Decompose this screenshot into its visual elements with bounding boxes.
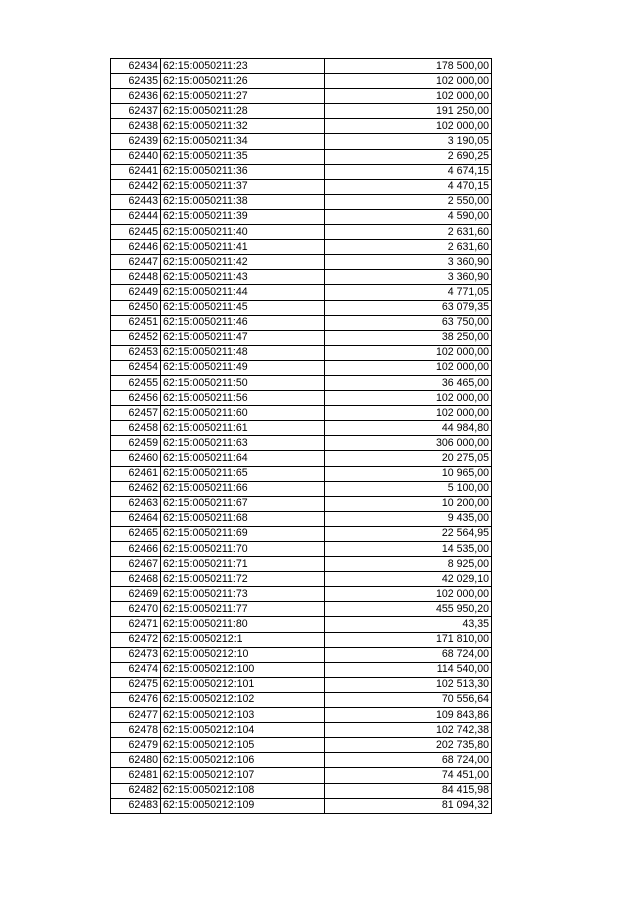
- row-number-cell: 62449: [111, 285, 161, 300]
- table-row: [111, 738, 492, 753]
- row-number-cell: 62472: [111, 632, 161, 647]
- table-row: [111, 708, 492, 723]
- cadastral-value-table: [110, 58, 492, 814]
- table-row: [111, 526, 492, 541]
- cadastral-number-cell: 62:15:0050212:108: [161, 783, 325, 798]
- cadastral-number-cell: 62:15:0050211:80: [161, 617, 325, 632]
- cadastral-value-cell: 9 435,00: [325, 511, 492, 526]
- cadastral-number-cell: 62:15:0050211:77: [161, 602, 325, 617]
- table-row: [111, 164, 492, 179]
- row-number-cell: 62460: [111, 451, 161, 466]
- document-page: [110, 58, 491, 814]
- table-row: [111, 647, 492, 662]
- row-number-cell: 62455: [111, 375, 161, 390]
- row-number-cell: 62474: [111, 662, 161, 677]
- cadastral-number-cell: 62:15:0050211:26: [161, 74, 325, 89]
- cadastral-value-cell: 102 000,00: [325, 391, 492, 406]
- table-row: [111, 768, 492, 783]
- table-row: [111, 496, 492, 511]
- cadastral-number-cell: 62:15:0050211:32: [161, 119, 325, 134]
- table-row: [111, 692, 492, 707]
- row-number-cell: 62465: [111, 526, 161, 541]
- table-row: [111, 255, 492, 270]
- row-number-cell: 62476: [111, 692, 161, 707]
- cadastral-value-cell: 102 000,00: [325, 360, 492, 375]
- cadastral-value-cell: 114 540,00: [325, 662, 492, 677]
- cadastral-number-cell: 62:15:0050211:45: [161, 300, 325, 315]
- cadastral-number-cell: 62:15:0050211:70: [161, 542, 325, 557]
- row-number-cell: 62435: [111, 74, 161, 89]
- row-number-cell: 62434: [111, 59, 161, 74]
- table-row: [111, 375, 492, 390]
- cadastral-value-cell: 109 843,86: [325, 708, 492, 723]
- row-number-cell: 62443: [111, 194, 161, 209]
- table-row: [111, 179, 492, 194]
- cadastral-number-cell: 62:15:0050211:23: [161, 59, 325, 74]
- cadastral-value-cell: 4 674,15: [325, 164, 492, 179]
- cadastral-number-cell: 62:15:0050211:69: [161, 526, 325, 541]
- table-row: [111, 149, 492, 164]
- cadastral-value-cell: 38 250,00: [325, 330, 492, 345]
- table-row: [111, 677, 492, 692]
- table-row: [111, 74, 492, 89]
- row-number-cell: 62445: [111, 225, 161, 240]
- row-number-cell: 62436: [111, 89, 161, 104]
- cadastral-number-cell: 62:15:0050212:109: [161, 798, 325, 813]
- row-number-cell: 62447: [111, 255, 161, 270]
- cadastral-value-cell: 10 965,00: [325, 466, 492, 481]
- cadastral-value-cell: 3 360,90: [325, 255, 492, 270]
- table-row: [111, 602, 492, 617]
- cadastral-value-cell: 102 000,00: [325, 119, 492, 134]
- table-row: [111, 617, 492, 632]
- table-row: [111, 119, 492, 134]
- row-number-cell: 62481: [111, 768, 161, 783]
- table-row: [111, 466, 492, 481]
- row-number-cell: 62464: [111, 511, 161, 526]
- table-row: [111, 194, 492, 209]
- row-number-cell: 62441: [111, 164, 161, 179]
- cadastral-number-cell: 62:15:0050211:64: [161, 451, 325, 466]
- row-number-cell: 62478: [111, 723, 161, 738]
- row-number-cell: 62483: [111, 798, 161, 813]
- cadastral-value-cell: 455 950,20: [325, 602, 492, 617]
- table-row: [111, 270, 492, 285]
- row-number-cell: 62470: [111, 602, 161, 617]
- table-row: [111, 723, 492, 738]
- cadastral-number-cell: 62:15:0050211:43: [161, 270, 325, 285]
- row-number-cell: 62457: [111, 406, 161, 421]
- cadastral-number-cell: 62:15:0050211:48: [161, 345, 325, 360]
- cadastral-number-cell: 62:15:0050211:61: [161, 421, 325, 436]
- cadastral-value-cell: 68 724,00: [325, 647, 492, 662]
- table-row: [111, 104, 492, 119]
- cadastral-value-cell: 63 079,35: [325, 300, 492, 315]
- table-row: [111, 345, 492, 360]
- table-row: [111, 798, 492, 813]
- table-row: [111, 240, 492, 255]
- cadastral-value-cell: 102 742,38: [325, 723, 492, 738]
- table-row: [111, 315, 492, 330]
- cadastral-number-cell: 62:15:0050212:102: [161, 692, 325, 707]
- cadastral-number-cell: 62:15:0050211:49: [161, 360, 325, 375]
- cadastral-value-cell: 3 360,90: [325, 270, 492, 285]
- row-number-cell: 62458: [111, 421, 161, 436]
- cadastral-number-cell: 62:15:0050211:34: [161, 134, 325, 149]
- cadastral-number-cell: 62:15:0050211:38: [161, 194, 325, 209]
- table-row: [111, 225, 492, 240]
- cadastral-value-cell: 22 564,95: [325, 526, 492, 541]
- row-number-cell: 62444: [111, 209, 161, 224]
- cadastral-value-cell: 81 094,32: [325, 798, 492, 813]
- cadastral-value-cell: 70 556,64: [325, 692, 492, 707]
- table-row: [111, 557, 492, 572]
- table-row: [111, 391, 492, 406]
- cadastral-number-cell: 62:15:0050212:104: [161, 723, 325, 738]
- row-number-cell: 62437: [111, 104, 161, 119]
- cadastral-value-cell: 2 631,60: [325, 240, 492, 255]
- row-number-cell: 62446: [111, 240, 161, 255]
- cadastral-value-cell: 306 000,00: [325, 436, 492, 451]
- cadastral-number-cell: 62:15:0050211:66: [161, 481, 325, 496]
- table-row: [111, 662, 492, 677]
- row-number-cell: 62479: [111, 738, 161, 753]
- cadastral-value-cell: 63 750,00: [325, 315, 492, 330]
- row-number-cell: 62480: [111, 753, 161, 768]
- cadastral-number-cell: 62:15:0050212:100: [161, 662, 325, 677]
- cadastral-value-cell: 2 690,25: [325, 149, 492, 164]
- cadastral-number-cell: 62:15:0050211:42: [161, 255, 325, 270]
- table-row: [111, 436, 492, 451]
- table-row: [111, 330, 492, 345]
- cadastral-value-cell: 2 550,00: [325, 194, 492, 209]
- row-number-cell: 62456: [111, 391, 161, 406]
- table-row: [111, 360, 492, 375]
- table-body: [111, 59, 492, 814]
- cadastral-number-cell: 62:15:0050211:36: [161, 164, 325, 179]
- cadastral-value-cell: 102 513,30: [325, 677, 492, 692]
- cadastral-value-cell: 2 631,60: [325, 225, 492, 240]
- row-number-cell: 62461: [111, 466, 161, 481]
- table-row: [111, 572, 492, 587]
- cadastral-value-cell: 171 810,00: [325, 632, 492, 647]
- cadastral-value-cell: 10 200,00: [325, 496, 492, 511]
- row-number-cell: 62467: [111, 557, 161, 572]
- row-number-cell: 62475: [111, 677, 161, 692]
- table-row: [111, 542, 492, 557]
- table-row: [111, 134, 492, 149]
- row-number-cell: 62473: [111, 647, 161, 662]
- row-number-cell: 62462: [111, 481, 161, 496]
- cadastral-value-cell: 202 735,80: [325, 738, 492, 753]
- cadastral-value-cell: 3 190,05: [325, 134, 492, 149]
- cadastral-value-cell: 8 925,00: [325, 557, 492, 572]
- table-row: [111, 300, 492, 315]
- cadastral-number-cell: 62:15:0050211:56: [161, 391, 325, 406]
- cadastral-value-cell: 42 029,10: [325, 572, 492, 587]
- cadastral-number-cell: 62:15:0050211:46: [161, 315, 325, 330]
- cadastral-number-cell: 62:15:0050211:40: [161, 225, 325, 240]
- cadastral-value-cell: 36 465,00: [325, 375, 492, 390]
- row-number-cell: 62451: [111, 315, 161, 330]
- table-row: [111, 285, 492, 300]
- cadastral-number-cell: 62:15:0050211:47: [161, 330, 325, 345]
- cadastral-value-cell: 102 000,00: [325, 587, 492, 602]
- row-number-cell: 62440: [111, 149, 161, 164]
- cadastral-value-cell: 102 000,00: [325, 406, 492, 421]
- cadastral-value-cell: 5 100,00: [325, 481, 492, 496]
- cadastral-number-cell: 62:15:0050211:27: [161, 89, 325, 104]
- row-number-cell: 62453: [111, 345, 161, 360]
- cadastral-value-cell: 44 984,80: [325, 421, 492, 436]
- cadastral-number-cell: 62:15:0050211:63: [161, 436, 325, 451]
- cadastral-number-cell: 62:15:0050212:1: [161, 632, 325, 647]
- cadastral-value-cell: 20 275,05: [325, 451, 492, 466]
- cadastral-number-cell: 62:15:0050212:103: [161, 708, 325, 723]
- cadastral-number-cell: 62:15:0050211:44: [161, 285, 325, 300]
- row-number-cell: 62469: [111, 587, 161, 602]
- row-number-cell: 62450: [111, 300, 161, 315]
- table-row: [111, 587, 492, 602]
- cadastral-number-cell: 62:15:0050211:71: [161, 557, 325, 572]
- table-row: [111, 89, 492, 104]
- row-number-cell: 62468: [111, 572, 161, 587]
- cadastral-value-cell: 68 724,00: [325, 753, 492, 768]
- row-number-cell: 62452: [111, 330, 161, 345]
- table-row: [111, 59, 492, 74]
- cadastral-value-cell: 102 000,00: [325, 74, 492, 89]
- cadastral-number-cell: 62:15:0050211:73: [161, 587, 325, 602]
- cadastral-value-cell: 84 415,98: [325, 783, 492, 798]
- row-number-cell: 62477: [111, 708, 161, 723]
- row-number-cell: 62482: [111, 783, 161, 798]
- row-number-cell: 62471: [111, 617, 161, 632]
- table-row: [111, 753, 492, 768]
- cadastral-value-cell: 14 535,00: [325, 542, 492, 557]
- table-row: [111, 209, 492, 224]
- cadastral-number-cell: 62:15:0050212:106: [161, 753, 325, 768]
- table-row: [111, 481, 492, 496]
- cadastral-value-cell: 4 470,15: [325, 179, 492, 194]
- cadastral-number-cell: 62:15:0050211:67: [161, 496, 325, 511]
- cadastral-number-cell: 62:15:0050211:37: [161, 179, 325, 194]
- cadastral-number-cell: 62:15:0050211:39: [161, 209, 325, 224]
- cadastral-number-cell: 62:15:0050212:10: [161, 647, 325, 662]
- row-number-cell: 62463: [111, 496, 161, 511]
- row-number-cell: 62448: [111, 270, 161, 285]
- cadastral-value-cell: 102 000,00: [325, 345, 492, 360]
- cadastral-number-cell: 62:15:0050212:105: [161, 738, 325, 753]
- row-number-cell: 62454: [111, 360, 161, 375]
- table-row: [111, 783, 492, 798]
- cadastral-value-cell: 4 590,00: [325, 209, 492, 224]
- table-row: [111, 421, 492, 436]
- table-row: [111, 632, 492, 647]
- cadastral-number-cell: 62:15:0050211:65: [161, 466, 325, 481]
- row-number-cell: 62459: [111, 436, 161, 451]
- cadastral-number-cell: 62:15:0050211:41: [161, 240, 325, 255]
- cadastral-number-cell: 62:15:0050211:68: [161, 511, 325, 526]
- row-number-cell: 62439: [111, 134, 161, 149]
- cadastral-value-cell: 178 500,00: [325, 59, 492, 74]
- cadastral-value-cell: 102 000,00: [325, 89, 492, 104]
- cadastral-value-cell: 4 771,05: [325, 285, 492, 300]
- row-number-cell: 62438: [111, 119, 161, 134]
- cadastral-number-cell: 62:15:0050211:50: [161, 375, 325, 390]
- cadastral-number-cell: 62:15:0050211:28: [161, 104, 325, 119]
- table-row: [111, 451, 492, 466]
- cadastral-number-cell: 62:15:0050211:72: [161, 572, 325, 587]
- cadastral-number-cell: 62:15:0050212:107: [161, 768, 325, 783]
- table-row: [111, 511, 492, 526]
- cadastral-value-cell: 74 451,00: [325, 768, 492, 783]
- cadastral-number-cell: 62:15:0050211:35: [161, 149, 325, 164]
- row-number-cell: 62442: [111, 179, 161, 194]
- table-row: [111, 406, 492, 421]
- cadastral-number-cell: 62:15:0050212:101: [161, 677, 325, 692]
- cadastral-value-cell: 191 250,00: [325, 104, 492, 119]
- cadastral-number-cell: 62:15:0050211:60: [161, 406, 325, 421]
- row-number-cell: 62466: [111, 542, 161, 557]
- cadastral-value-cell: 43,35: [325, 617, 492, 632]
